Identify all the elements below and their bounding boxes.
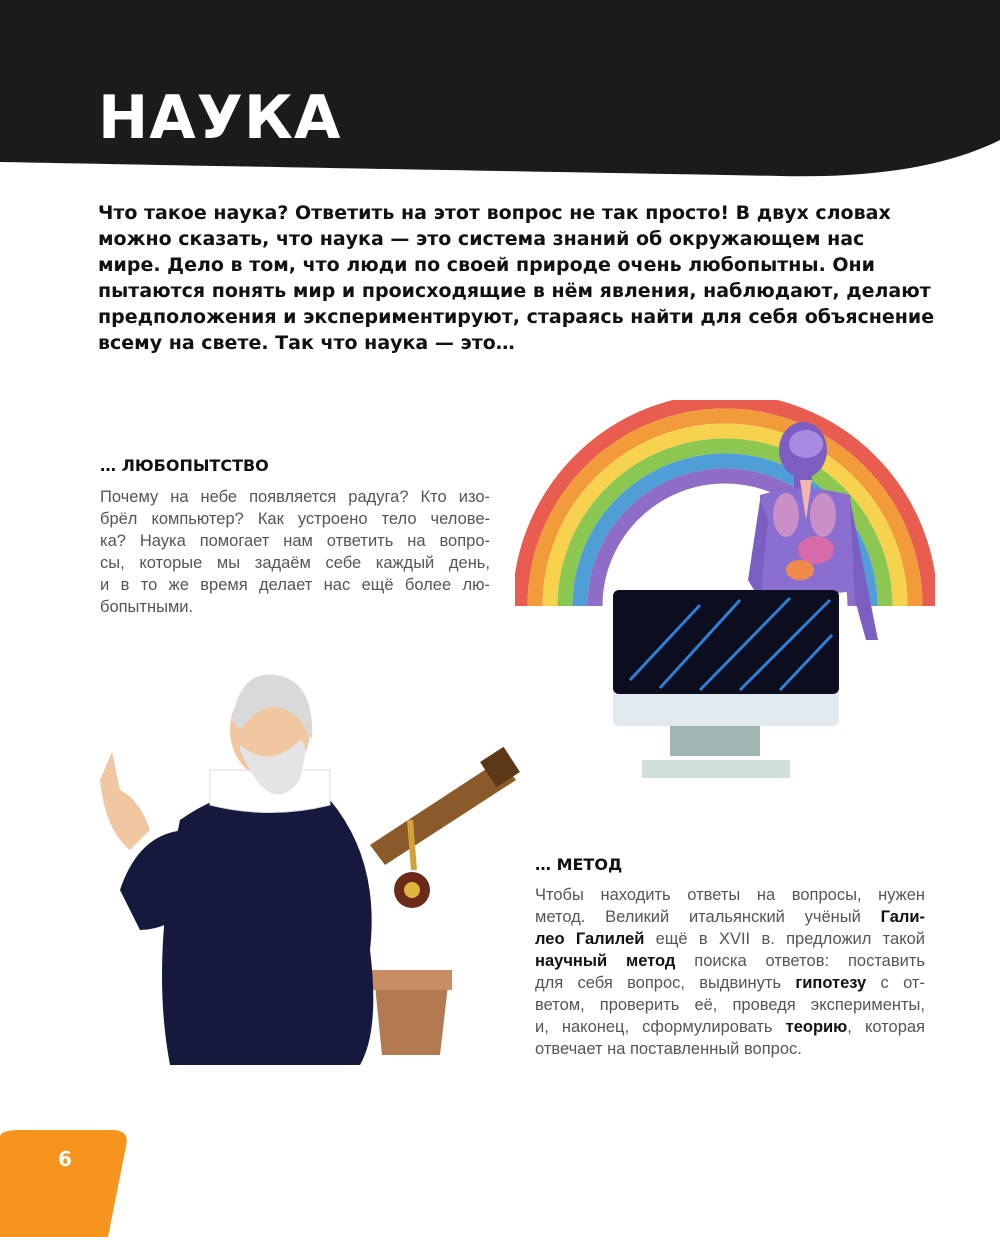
- curiosity-line: сы, которые мы задаём себе каждый день,: [100, 554, 490, 572]
- page-number: 6: [58, 1147, 72, 1171]
- curiosity-line: бопытными.: [100, 598, 194, 616]
- method-text-run: отвечает на поставленный вопрос.: [535, 1040, 802, 1058]
- method-text-run: поиска ответов: поставить: [675, 952, 925, 970]
- page-title: НАУКА: [98, 83, 342, 153]
- curiosity-text: [100, 486, 490, 618]
- method-text-run: для себя вопрос, выдвинуть: [535, 974, 796, 992]
- intro-paragraph: [98, 200, 935, 356]
- method-line: [535, 906, 925, 928]
- intro-line: мире. Дело в том, что люди по своей природе очень любопытны. Они: [98, 254, 875, 276]
- computer-monitor-illustration: [613, 590, 839, 778]
- method-text-run: метод. Великий итальянский учёный: [535, 908, 881, 926]
- method-line: [535, 928, 925, 950]
- telescope-illustration: [370, 747, 520, 1055]
- intro-line: пытаются понять мир и происходящие в нём явления, наблюдают, делают: [98, 280, 931, 302]
- method-line: [535, 950, 925, 972]
- method-line: [535, 1038, 925, 1060]
- intro-line: можно сказать, что наука — это система знаний об окружающем нас: [98, 228, 865, 250]
- method-heading: … МЕТОД: [535, 855, 623, 874]
- method-bold-term: гипотезу: [795, 974, 867, 992]
- curiosity-heading: … ЛЮБОПЫТСТВО: [100, 456, 269, 475]
- intro-line: Что такое наука? Ответить на этот вопрос не так просто! В двух словах: [98, 202, 891, 224]
- method-bold-term: научный метод: [535, 952, 676, 970]
- curiosity-line: и в то же время делает нас ещё более лю-: [100, 576, 490, 594]
- method-text-run: Чтобы находить ответы на вопросы, нужен: [535, 886, 925, 904]
- method-line: [535, 884, 925, 906]
- intro-line: всему на свете. Так что наука — это…: [98, 332, 515, 354]
- curiosity-line: Почему на небе появляется радуга? Кто изо-: [100, 488, 490, 506]
- method-bold-term: теорию: [785, 1018, 848, 1036]
- galileo-telescope-illustration: [90, 660, 530, 1075]
- method-line: [535, 994, 925, 1016]
- method-text-run: и, наконец, сформулировать: [535, 1018, 786, 1036]
- method-text-run: , которая: [847, 1018, 925, 1036]
- method-line: [535, 972, 925, 994]
- method-text-run: с от-: [866, 974, 925, 992]
- method-line: [535, 1016, 925, 1038]
- rainbow-illustration: [520, 401, 930, 606]
- intro-line: предположения и экспериментируют, стараясь найти для себя объяснение: [98, 306, 935, 328]
- galileo-illustration: [100, 675, 373, 1065]
- method-bold-term: Гали-: [880, 908, 925, 926]
- method-bold-term: лео Галилей: [535, 930, 645, 948]
- method-text-run: ещё в XVII в. предложил такой: [644, 930, 925, 948]
- method-text: [535, 884, 925, 1060]
- rainbow-body-computer-illustration: [515, 400, 935, 790]
- method-text-run: ветом, проверить её, проведя эксперименты,: [535, 996, 925, 1014]
- curiosity-line: брёл компьютер? Как устроено тело челове-: [100, 510, 490, 528]
- curiosity-line: ка? Наука помогает нам ответить на вопро-: [100, 532, 490, 550]
